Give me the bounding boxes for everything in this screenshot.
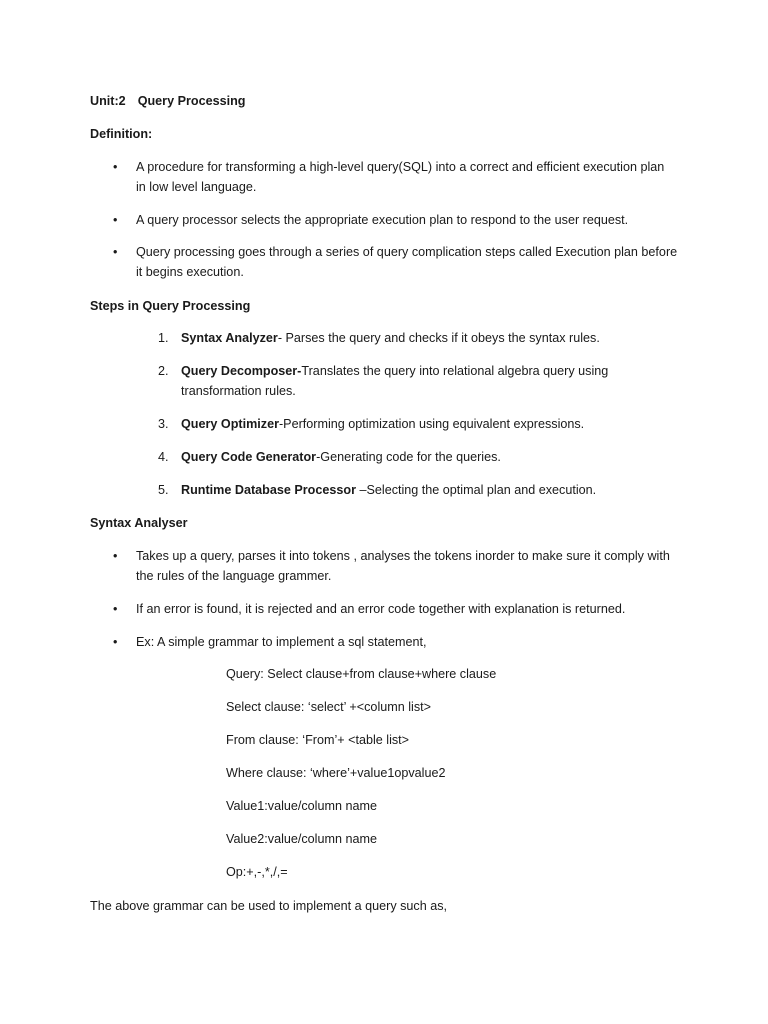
- definition-item-3-line-1: Query processing goes through a series of query complication steps called Execution plan before: [136, 245, 678, 259]
- step-3-number: 3.: [158, 417, 169, 431]
- step-5-text: –Selecting the optimal plan and execution.: [355, 483, 597, 497]
- step-1: [181, 328, 600, 348]
- step-5-number: 5.: [158, 483, 169, 497]
- step-3: [181, 414, 584, 434]
- grammar-rule-value2: Value2:value/column name: [226, 832, 377, 846]
- step-4-text: -Generating code for the queries.: [316, 450, 501, 464]
- syntax-bullet-3: •: [113, 635, 118, 649]
- syntax-analyser-heading: Syntax Analyser: [90, 516, 188, 530]
- step-2-text: Translates the query into relational algebra query using: [301, 364, 609, 378]
- syntax-bullet-2: •: [113, 602, 118, 616]
- grammar-rule-from-clause: From clause: ‘From’+ <table list>: [226, 733, 410, 747]
- closing-paragraph: The above grammar can be used to implement a query such as,: [90, 899, 448, 913]
- definition-item-1-line-2: in low level language.: [136, 180, 257, 194]
- grammar-rule-query: Query: Select clause+from clause+where clause: [226, 667, 497, 681]
- definition-item-3-line-2: it begins execution.: [136, 265, 244, 279]
- step-2-line-2: transformation rules.: [181, 384, 296, 398]
- step-3-term: Query Optimizer: [181, 417, 279, 431]
- grammar-rule-op: Op:+,-,*,/,=: [226, 865, 288, 879]
- unit-label: Unit:2: [90, 94, 126, 108]
- step-5: [181, 480, 596, 500]
- syntax-item-1-line-1: Takes up a query, parses it into tokens , analyses the tokens inorder to make sure it comply with: [136, 549, 670, 563]
- unit-heading: [90, 91, 245, 111]
- step-3-text: -Performing optimization using equivalent expressions.: [278, 417, 585, 431]
- definition-item-2-line-1: A query processor selects the appropriate execution plan to respond to the user request.: [136, 213, 629, 227]
- definition-bullet-3: •: [113, 245, 118, 259]
- step-5-term: Runtime Database Processor: [181, 483, 356, 497]
- definition-heading: Definition:: [90, 127, 153, 141]
- step-2-term: Query Decomposer-: [181, 364, 302, 378]
- syntax-item-2-line-1: If an error is found, it is rejected and an error code together with explanation is returned.: [136, 602, 626, 616]
- grammar-rule-value1: Value1:value/column name: [226, 799, 377, 813]
- step-1-number: 1.: [158, 331, 169, 345]
- syntax-item-3-line-1: Ex: A simple grammar to implement a sql statement,: [136, 635, 427, 649]
- definition-bullet-1: •: [113, 160, 118, 174]
- step-2-number: 2.: [158, 364, 169, 378]
- steps-heading: Steps in Query Processing: [90, 299, 251, 313]
- grammar-rule-where-clause: Where clause: ‘where’+value1opvalue2: [226, 766, 446, 780]
- unit-title: Query Processing: [137, 94, 246, 108]
- definition-item-1-line-1: A procedure for transforming a high-level query(SQL) into a correct and efficient execution plan: [136, 160, 665, 174]
- step-4-term: Query Code Generator: [181, 450, 317, 464]
- step-1-text: - Parses the query and checks if it obeys the syntax rules.: [277, 331, 600, 345]
- step-4: [181, 447, 501, 467]
- step-4-number: 4.: [158, 450, 169, 464]
- step-1-term: Syntax Analyzer: [181, 331, 278, 345]
- grammar-rule-select-clause: Select clause: ‘select’ +<column list>: [226, 700, 431, 714]
- syntax-bullet-1: •: [113, 549, 118, 563]
- step-2: [181, 361, 608, 381]
- syntax-item-1-line-2: the rules of the language grammer.: [136, 569, 332, 583]
- definition-bullet-2: •: [113, 213, 118, 227]
